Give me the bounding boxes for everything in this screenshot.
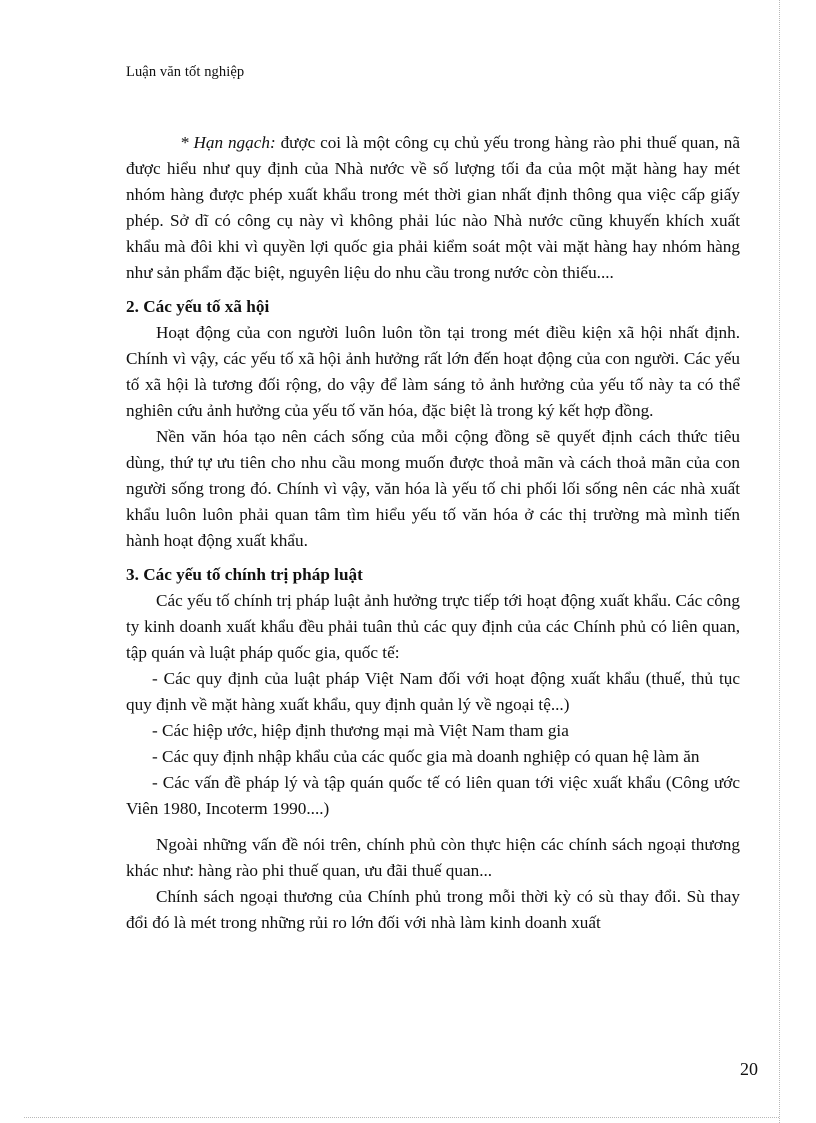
quota-term: * Hạn ngạch: bbox=[180, 133, 276, 152]
paragraph-policy-1: Ngoài những vấn đề nói trên, chính phủ còn thực hiện các chính sách ngoại thương khác như: hàng rào phi thuế quan, ưu đãi thuế quan... bbox=[126, 835, 740, 880]
section-heading-political: 3. Các yếu tố chính trị pháp luật bbox=[126, 565, 363, 584]
page-number: 20 bbox=[740, 1059, 758, 1079]
list-item: - Các quy định của luật pháp Việt Nam đối với hoạt động xuất khẩu (thuế, thủ tục quy định về mặt hàng xuất khẩu, quy định quản lý về ngoại tệ...) bbox=[126, 669, 740, 714]
paragraph-policy-2: Chính sách ngoại thương của Chính phủ trong mỗi thời kỳ có sù thay đổi. Sù thay đổi đó là mét trong những rủi ro lớn đối với nhà làm kinh doanh xuất bbox=[126, 887, 740, 932]
paragraph-social-1: Hoạt động của con người luôn luôn tồn tại trong mét điều kiện xã hội nhất định. Chính vì vậy, các yếu tố xã hội ảnh hưởng rất lớn đến hoạt động của con người. Các yếu tố xã hội là tương đối rộng, do vậy để làm sáng tỏ ảnh hưởng của yếu tố này ta có thể nghiên cứu ảnh hưởng của yếu tố văn hóa, đặc biệt là trong ký kết hợp đồng. bbox=[126, 323, 740, 420]
page-header: Luận văn tốt nghiệp bbox=[126, 64, 245, 80]
paragraph-quota bbox=[126, 130, 740, 286]
document-body bbox=[126, 130, 740, 936]
list-item: - Các quy định nhập khẩu của các quốc gia mà doanh nghiệp có quan hệ làm ăn bbox=[152, 747, 700, 766]
page-border-bottom bbox=[24, 1117, 779, 1118]
paragraph-social-2: Nền văn hóa tạo nên cách sống của mỗi cộng đồng sẽ quyết định cách thức tiêu dùng, thứ tự ưu tiên cho nhu cầu mong muốn được thoả mãn và cách thoả mãn của con người sống trong đó. Chính vì vậy, văn hóa là yếu tố chi phối lối sống nên các nhà xuất khẩu luôn luôn phải quan tâm tìm hiểu yếu tố văn hóa ở các thị trường mà mình tiến hành hoạt động xuất khẩu. bbox=[126, 427, 740, 550]
quota-text: được coi là một công cụ chủ yếu trong hàng rào phi thuế quan, nã được hiểu như quy định của Nhà nước về số lượng tối đa của một mặt hàng hay mét nhóm hàng được phép xuất khẩu trong mét thời gian nhất định thông qua việc cấp giấy phép. Sở dĩ có công cụ này vì không phải lúc nào Nhà nước cũng khuyến khích xuất khẩu mà đôi khi vì quyền lợi quốc gia phải kiểm soát một vài mặt hàng hay nhóm hàng như sản phẩm đặc biệt, nguyên liệu do nhu cầu trong nước còn thiếu.... bbox=[126, 133, 741, 282]
page-border-right bbox=[779, 0, 780, 1123]
section-heading-social: 2. Các yếu tố xã hội bbox=[126, 297, 270, 316]
list-item: - Các vấn đề pháp lý và tập quán quốc tế có liên quan tới việc xuất khẩu (Công ước Viên 1980, Incoterm 1990....) bbox=[126, 773, 740, 818]
list-item: - Các hiệp ước, hiệp định thương mại mà Việt Nam tham gia bbox=[152, 721, 569, 740]
paragraph-political: Các yếu tố chính trị pháp luật ảnh hưởng trực tiếp tới hoạt động xuất khẩu. Các công ty kinh doanh xuất khẩu đều phải tuân thủ các quy định của các Chính phủ có liên quan, tập quán và luật pháp quốc gia, quốc tế: bbox=[126, 591, 740, 662]
